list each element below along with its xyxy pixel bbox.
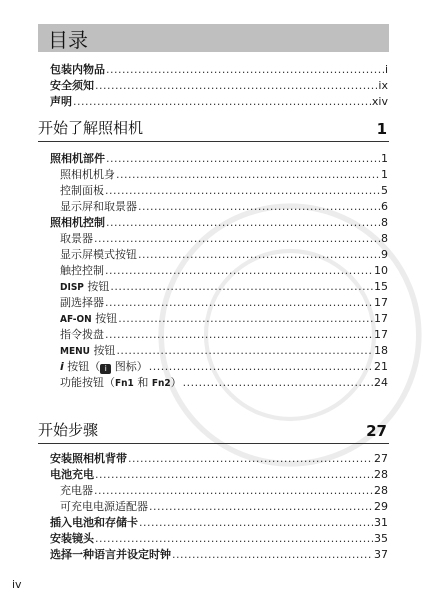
toc-entry-page: 17 xyxy=(374,328,388,341)
toc-entry[interactable] xyxy=(50,343,388,359)
toc-entry-page: 9 xyxy=(381,248,388,261)
toc-entry-label-text-2: 图标） xyxy=(114,360,148,373)
toc-entry[interactable] xyxy=(50,94,388,110)
toc-entry-page: 37 xyxy=(374,548,388,561)
toc-list-section-1 xyxy=(50,151,388,391)
toc-entry[interactable] xyxy=(50,375,388,391)
leader-dots xyxy=(172,547,373,563)
toc-entry-label: 电池充电 xyxy=(50,468,94,481)
leader-dots xyxy=(95,467,373,483)
toc-entry-page: 10 xyxy=(374,264,388,277)
toc-entry-label: 照相机控制 xyxy=(50,216,105,229)
fn2-key-label: Fn2 xyxy=(151,378,171,389)
toc-entry-label: 安装照相机背带 xyxy=(50,452,127,465)
toc-entry-label xyxy=(60,311,117,327)
menu-key-label: MENU xyxy=(60,346,90,357)
leader-dots xyxy=(128,451,373,467)
toc-entry[interactable] xyxy=(50,531,388,547)
leader-dots xyxy=(149,359,373,375)
section-title: 开始步骤 xyxy=(38,421,99,439)
leader-dots xyxy=(106,62,384,78)
toc-entry-label-text: 按钮 xyxy=(87,280,110,293)
toc-entry[interactable] xyxy=(50,547,388,563)
toc-entry-page: ix xyxy=(378,79,388,92)
toc-entry-label: 声明 xyxy=(50,95,72,108)
toc-entry-label: 照相机部件 xyxy=(50,152,105,165)
af-on-key-label: AF-ON xyxy=(60,314,92,325)
leader-dots xyxy=(138,247,380,263)
toc-entry[interactable] xyxy=(50,263,388,279)
toc-entry-page: i xyxy=(384,63,388,76)
toc-entry-label: 可充电电源适配器 xyxy=(60,500,148,513)
toc-entry[interactable] xyxy=(50,247,388,263)
toc-entry-page: 18 xyxy=(374,344,388,357)
toc-entry-label-text: 按钮（ xyxy=(67,360,101,373)
toc-entry-label: 副选择器 xyxy=(60,296,104,309)
page-title: 目录 xyxy=(48,27,88,52)
section-title: 开始了解照相机 xyxy=(38,119,144,137)
toc-entry-page: 5 xyxy=(381,184,388,197)
leader-dots xyxy=(105,295,373,311)
section-heading[interactable] xyxy=(38,420,389,444)
toc-entry-page: 24 xyxy=(374,376,388,389)
toc-entry-label: 充电器 xyxy=(60,484,93,497)
leader-dots xyxy=(183,375,373,391)
leader-dots xyxy=(116,167,380,183)
toc-entry-label: 安全须知 xyxy=(50,79,94,92)
toc-entry-label: 照相机机身 xyxy=(60,168,115,181)
toc-entry[interactable] xyxy=(50,215,388,231)
toc-entry[interactable] xyxy=(50,231,388,247)
leader-dots xyxy=(105,183,380,199)
toc-entry-label-mid: 和 xyxy=(137,376,149,389)
toc-entry-label: 触控控制 xyxy=(60,264,104,277)
section-page: 1 xyxy=(376,120,387,138)
toc-entry-page: 28 xyxy=(374,484,388,497)
leader-dots xyxy=(110,279,373,295)
disp-key-label: DISP xyxy=(60,282,84,293)
i-menu-icon: i xyxy=(100,364,111,374)
toc-entry[interactable] xyxy=(50,167,388,183)
toc-list-section-2 xyxy=(50,451,388,563)
toc-entry-page: 17 xyxy=(374,296,388,309)
leader-dots xyxy=(106,215,380,231)
toc-entry-label: 控制面板 xyxy=(60,184,104,197)
leader-dots xyxy=(95,531,373,547)
toc-entry[interactable] xyxy=(50,483,388,499)
toc-entry-page: 17 xyxy=(374,312,388,325)
leader-dots xyxy=(73,94,371,110)
toc-entry[interactable] xyxy=(50,78,388,94)
fn1-key-label: Fn1 xyxy=(115,378,134,389)
toc-entry-page: xiv xyxy=(371,95,388,108)
toc-entry[interactable] xyxy=(50,451,388,467)
toc-entry-label: 显示屏和取景器 xyxy=(60,200,137,213)
toc-entry-label-text: 按钮 xyxy=(93,344,116,357)
toc-entry-page: 31 xyxy=(374,516,388,529)
leader-dots xyxy=(105,327,373,343)
toc-entry-page: 8 xyxy=(381,216,388,229)
toc-entry-page: 15 xyxy=(374,280,388,293)
toc-entry-page: 1 xyxy=(381,152,388,165)
toc-entry-label: 取景器 xyxy=(60,232,93,245)
leader-dots xyxy=(95,78,377,94)
leader-dots xyxy=(149,499,373,515)
toc-entry-label: 插入电池和存储卡 xyxy=(50,516,138,529)
leader-dots xyxy=(106,151,380,167)
leader-dots xyxy=(139,515,373,531)
toc-entry-label xyxy=(60,375,182,391)
toc-entry[interactable] xyxy=(50,151,388,167)
toc-entry-page: 28 xyxy=(374,468,388,481)
toc-entry-label: 显示屏模式按钮 xyxy=(60,248,137,261)
page-title-bar xyxy=(38,24,389,52)
leader-dots xyxy=(94,231,380,247)
toc-entry-page: 8 xyxy=(381,232,388,245)
toc-entry-label-text: 按钮 xyxy=(95,312,118,325)
toc-entry-label: 指令拨盘 xyxy=(60,328,104,341)
toc-entry[interactable] xyxy=(50,499,388,515)
toc-entry-page: 35 xyxy=(374,532,388,545)
toc-entry-page: 29 xyxy=(374,500,388,513)
toc-entry-page: 6 xyxy=(381,200,388,213)
toc-entry-label xyxy=(60,343,115,359)
toc-entry-label xyxy=(60,279,109,295)
toc-entry[interactable] xyxy=(50,279,388,295)
leader-dots xyxy=(116,343,373,359)
toc-entry[interactable] xyxy=(50,327,388,343)
leader-dots xyxy=(94,483,373,499)
toc-entry-page: 27 xyxy=(374,452,388,465)
toc-entry[interactable] xyxy=(50,311,388,327)
leader-dots xyxy=(105,263,373,279)
section-page: 27 xyxy=(366,422,387,440)
toc-entry-label: 安装镜头 xyxy=(50,532,94,545)
leader-dots xyxy=(138,199,380,215)
toc-entry[interactable] xyxy=(50,359,388,375)
i-glyph-icon: i xyxy=(60,360,64,373)
toc-entry-label xyxy=(60,359,148,375)
toc-entry-label-text: 功能按钮（ xyxy=(60,376,115,389)
toc-entry[interactable] xyxy=(50,199,388,215)
toc-entry[interactable] xyxy=(50,295,388,311)
toc-entry[interactable] xyxy=(50,62,388,78)
toc-entry-label: 包装内物品 xyxy=(50,63,105,76)
toc-entry[interactable] xyxy=(50,183,388,199)
section-heading[interactable] xyxy=(38,118,389,142)
page-number: iv xyxy=(12,578,22,591)
leader-dots xyxy=(118,311,373,327)
toc-entry[interactable] xyxy=(50,515,388,531)
toc-entry-label-text-2: ） xyxy=(170,376,182,389)
frontmatter-list xyxy=(50,62,388,110)
toc-entry-label: 选择一种语言并设定时钟 xyxy=(50,548,171,561)
toc-entry-page: 21 xyxy=(374,360,388,373)
toc-entry-page: 1 xyxy=(381,168,388,181)
toc-entry[interactable] xyxy=(50,467,388,483)
